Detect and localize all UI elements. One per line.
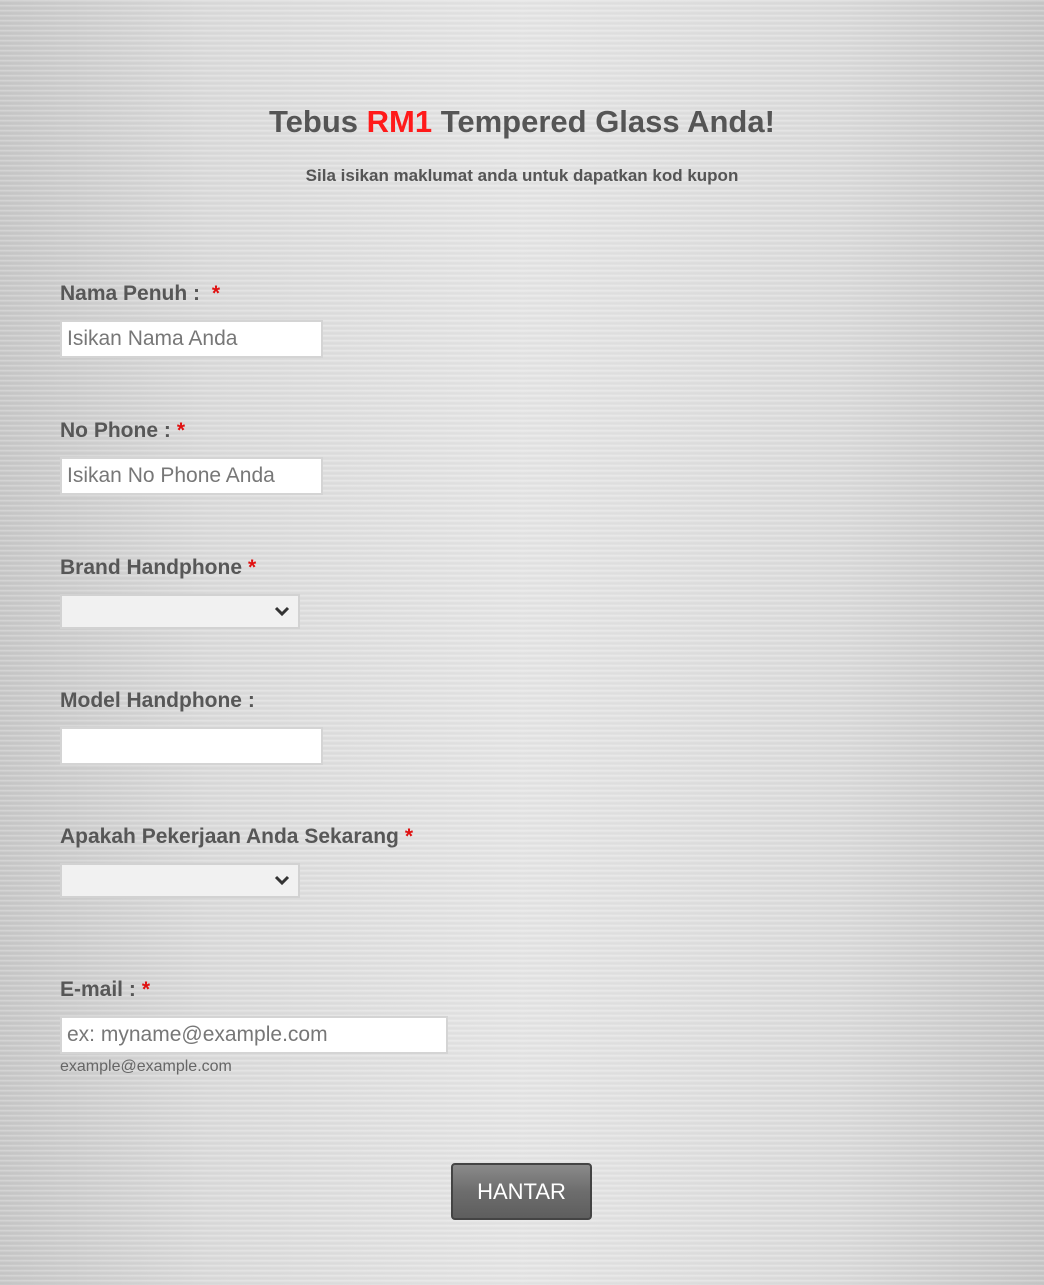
title-prefix: Tebus: [269, 104, 367, 139]
email-hint: example@example.com: [60, 1058, 232, 1075]
full-name-input[interactable]: [60, 320, 323, 358]
model-input[interactable]: [60, 727, 323, 765]
phone-label: [60, 419, 323, 443]
email-input[interactable]: [60, 1016, 448, 1054]
page-title: [0, 104, 1044, 140]
email-label-text: E-mail :: [60, 978, 136, 1001]
brand-label: [60, 556, 300, 580]
model-label: Model Handphone :: [60, 689, 255, 712]
email-field: [60, 978, 448, 1076]
chevron-down-icon: [274, 872, 290, 888]
chevron-down-icon: [274, 603, 290, 619]
required-mark: *: [211, 282, 221, 305]
brand-select[interactable]: [60, 594, 300, 629]
submit-button[interactable]: HANTAR: [451, 1163, 592, 1220]
email-label: [60, 978, 448, 1002]
occupation-label: [60, 825, 413, 849]
required-mark: *: [248, 556, 257, 579]
title-suffix: Tempered Glass Anda!: [432, 104, 775, 139]
full-name-label: [60, 282, 323, 306]
phone-input[interactable]: [60, 457, 323, 495]
model-field: [60, 689, 323, 765]
required-mark: *: [404, 825, 414, 848]
required-mark: *: [176, 419, 186, 442]
required-mark: *: [141, 978, 151, 1001]
full-name-label-text: Nama Penuh :: [60, 282, 201, 305]
form-header: [0, 104, 1044, 186]
brand-field: [60, 556, 300, 629]
occupation-label-text: Apakah Pekerjaan Anda Sekarang: [60, 825, 399, 848]
occupation-field: [60, 825, 413, 898]
phone-field: [60, 419, 323, 495]
occupation-select[interactable]: [60, 863, 300, 898]
full-name-field: [60, 282, 323, 358]
page-subtitle: Sila isikan maklumat anda untuk dapatkan kod kupon: [305, 166, 739, 185]
title-highlight: RM1: [366, 104, 433, 139]
brand-label-text: Brand Handphone: [60, 556, 242, 579]
phone-label-text: No Phone :: [60, 419, 171, 442]
